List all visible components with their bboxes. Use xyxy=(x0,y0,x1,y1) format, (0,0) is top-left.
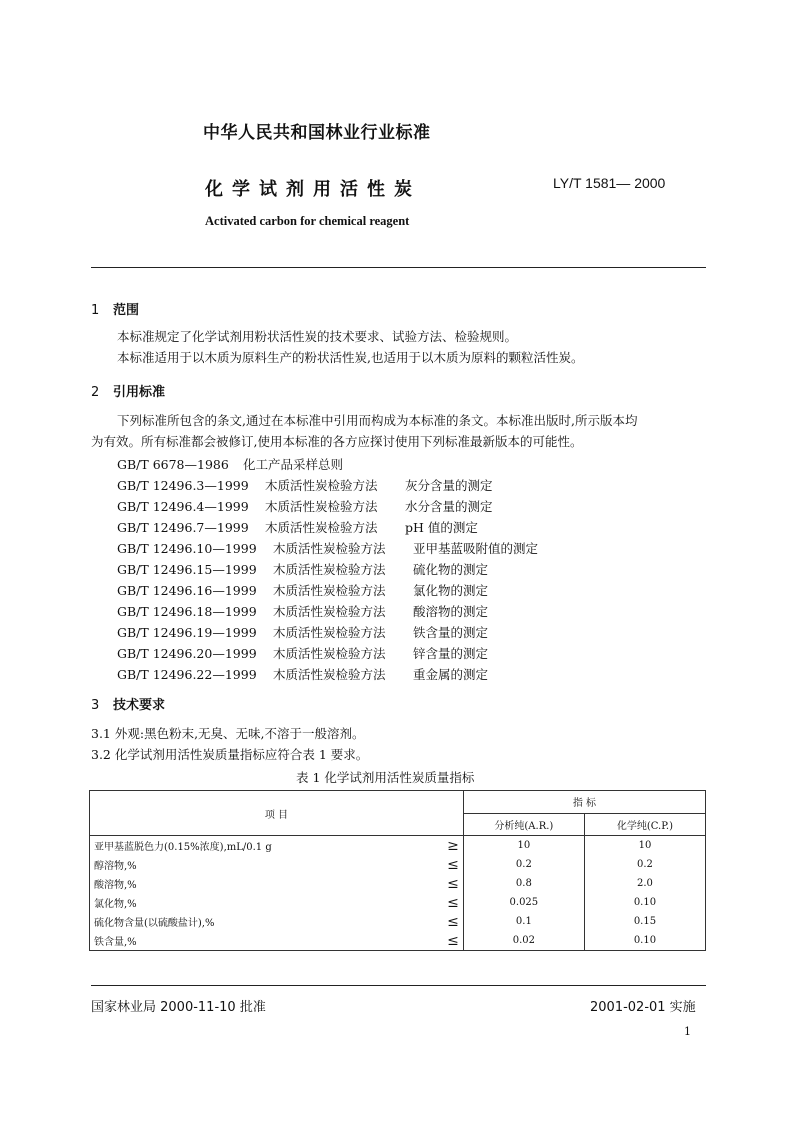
reference-item xyxy=(117,602,488,620)
reference-subtitle: 酸溶物的测定 xyxy=(413,604,489,619)
row-cp: 2.0 xyxy=(584,874,705,893)
header-cp: 化学纯(C.P.) xyxy=(584,813,705,836)
paragraph: 为有效。所有标准都会被修订,使用本标准的各方应探讨使用下列标准最新版本的可能性。 xyxy=(91,434,583,449)
section-2-heading xyxy=(91,381,165,400)
row-operator: ≤ xyxy=(395,931,463,951)
reference-subtitle: pH 值的测定 xyxy=(405,520,478,535)
reference-subtitle: 灰分含量的测定 xyxy=(405,478,493,493)
table-row xyxy=(90,836,706,856)
header-item: 项 目 xyxy=(90,791,464,836)
row-ar: 0.2 xyxy=(463,855,584,874)
paragraph: 本标准适用于以木质为原料生产的粉状活性炭,也适用于以木质为原料的颗粒活性炭。 xyxy=(117,350,584,365)
reference-item xyxy=(117,539,538,557)
reference-subtitle: 氯化物的测定 xyxy=(413,583,489,598)
reference-item xyxy=(117,581,488,599)
reference-subtitle: 重金属的测定 xyxy=(413,667,489,682)
effective-date: 2001-02-01 实施 xyxy=(590,1000,696,1015)
row-ar: 0.1 xyxy=(463,912,584,931)
section-number: 2 xyxy=(91,385,100,400)
table-row xyxy=(90,874,706,893)
header-divider xyxy=(91,267,706,268)
row-operator: ≤ xyxy=(395,855,463,874)
reference-subtitle: 硫化物的测定 xyxy=(413,562,489,577)
reference-title: 木质活性炭检验方法 xyxy=(273,667,386,682)
reference-title: 木质活性炭检验方法 xyxy=(265,520,378,535)
reference-code: GB/T 12496.7—1999 xyxy=(117,520,249,535)
reference-item xyxy=(117,455,383,473)
reference-code: GB/T 12496.3—1999 xyxy=(117,478,249,493)
document-title-en: Activated carbon for chemical reagent xyxy=(205,214,410,228)
section-title: 引用标准 xyxy=(113,385,166,400)
approval-date: 国家林业局 2000-11-10 批准 xyxy=(91,1000,266,1015)
row-cp: 0.10 xyxy=(584,893,705,912)
reference-item xyxy=(117,665,488,683)
quality-index-table xyxy=(89,790,706,951)
row-cp: 0.10 xyxy=(584,931,705,951)
reference-subtitle: 锌含量的测定 xyxy=(413,646,489,661)
header-ar: 分析纯(A.R.) xyxy=(463,813,584,836)
reference-item xyxy=(117,476,493,494)
reference-title: 木质活性炭检验方法 xyxy=(265,478,378,493)
paragraph: 本标准规定了化学试剂用粉状活性炭的技术要求、试验方法、检验规则。 xyxy=(117,329,518,344)
footer-divider xyxy=(91,985,706,986)
document-title-zh: 化学试剂用活性炭 xyxy=(205,179,421,200)
row-ar: 0.025 xyxy=(463,893,584,912)
section-3-heading xyxy=(91,694,165,713)
row-cp: 0.15 xyxy=(584,912,705,931)
page-number: 1 xyxy=(684,1025,691,1038)
row-item: 亚甲基蓝脱色力(0.15%浓度),mL/0.1 g xyxy=(90,836,396,856)
reference-code: GB/T 6678—1986 xyxy=(117,457,229,472)
reference-code: GB/T 12496.22—1999 xyxy=(117,667,257,682)
table-header-row xyxy=(90,791,706,814)
table-row xyxy=(90,893,706,912)
reference-title: 木质活性炭检验方法 xyxy=(273,625,386,640)
section-number: 1 xyxy=(91,303,100,318)
reference-item xyxy=(117,623,488,641)
reference-code: GB/T 12496.15—1999 xyxy=(117,562,257,577)
row-operator: ≤ xyxy=(395,874,463,893)
reference-item xyxy=(117,644,488,662)
table-row xyxy=(90,855,706,874)
row-ar: 0.8 xyxy=(463,874,584,893)
table-row xyxy=(90,912,706,931)
reference-subtitle: 水分含量的测定 xyxy=(405,499,493,514)
standard-number: LY/T 1581— 2000 xyxy=(553,175,666,191)
section-1-heading xyxy=(91,299,139,318)
issuing-authority: 中华人民共和国林业行业标准 xyxy=(203,123,431,143)
row-operator: ≤ xyxy=(395,893,463,912)
paragraph: 3.2 化学试剂用活性炭质量指标应符合表 1 要求。 xyxy=(91,747,369,762)
row-operator: ≥ xyxy=(395,836,463,856)
row-ar: 10 xyxy=(463,836,584,856)
row-cp: 10 xyxy=(584,836,705,856)
row-item: 氯化物,% xyxy=(90,893,396,912)
reference-title: 木质活性炭检验方法 xyxy=(265,499,378,514)
row-item: 醇溶物,% xyxy=(90,855,396,874)
reference-code: GB/T 12496.4—1999 xyxy=(117,499,249,514)
reference-subtitle: 亚甲基蓝吸附值的测定 xyxy=(413,541,539,556)
reference-title: 木质活性炭检验方法 xyxy=(273,541,386,556)
reference-title: 化工产品采样总则 xyxy=(243,457,344,472)
table-row xyxy=(90,931,706,951)
reference-code: GB/T 12496.20—1999 xyxy=(117,646,257,661)
reference-title: 木质活性炭检验方法 xyxy=(273,583,386,598)
row-operator: ≤ xyxy=(395,912,463,931)
row-ar: 0.02 xyxy=(463,931,584,951)
section-title: 技术要求 xyxy=(113,698,166,713)
reference-item xyxy=(117,560,488,578)
reference-code: GB/T 12496.18—1999 xyxy=(117,604,257,619)
reference-subtitle: 铁含量的测定 xyxy=(413,625,489,640)
reference-code: GB/T 12496.16—1999 xyxy=(117,583,257,598)
paragraph: 下列标准所包含的条文,通过在本标准中引用而构成为本标准的条文。本标准出版时,所示版本均 xyxy=(117,413,638,428)
reference-code: GB/T 12496.19—1999 xyxy=(117,625,257,640)
row-item: 酸溶物,% xyxy=(90,874,396,893)
row-cp: 0.2 xyxy=(584,855,705,874)
table-caption: 表 1 化学试剂用活性炭质量指标 xyxy=(296,770,475,785)
paragraph: 3.1 外观:黑色粉末,无臭、无味,不溶于一般溶剂。 xyxy=(91,726,365,741)
section-number: 3 xyxy=(91,698,100,713)
reference-item xyxy=(117,497,493,515)
reference-code: GB/T 12496.10—1999 xyxy=(117,541,257,556)
section-title: 范围 xyxy=(113,303,140,318)
reference-title: 木质活性炭检验方法 xyxy=(273,562,386,577)
reference-title: 木质活性炭检验方法 xyxy=(273,604,386,619)
header-index: 指 标 xyxy=(463,791,705,814)
reference-item xyxy=(117,518,478,536)
row-item: 铁含量,% xyxy=(90,931,396,951)
row-item: 硫化物含量(以硫酸盐计),% xyxy=(90,912,396,931)
reference-title: 木质活性炭检验方法 xyxy=(273,646,386,661)
